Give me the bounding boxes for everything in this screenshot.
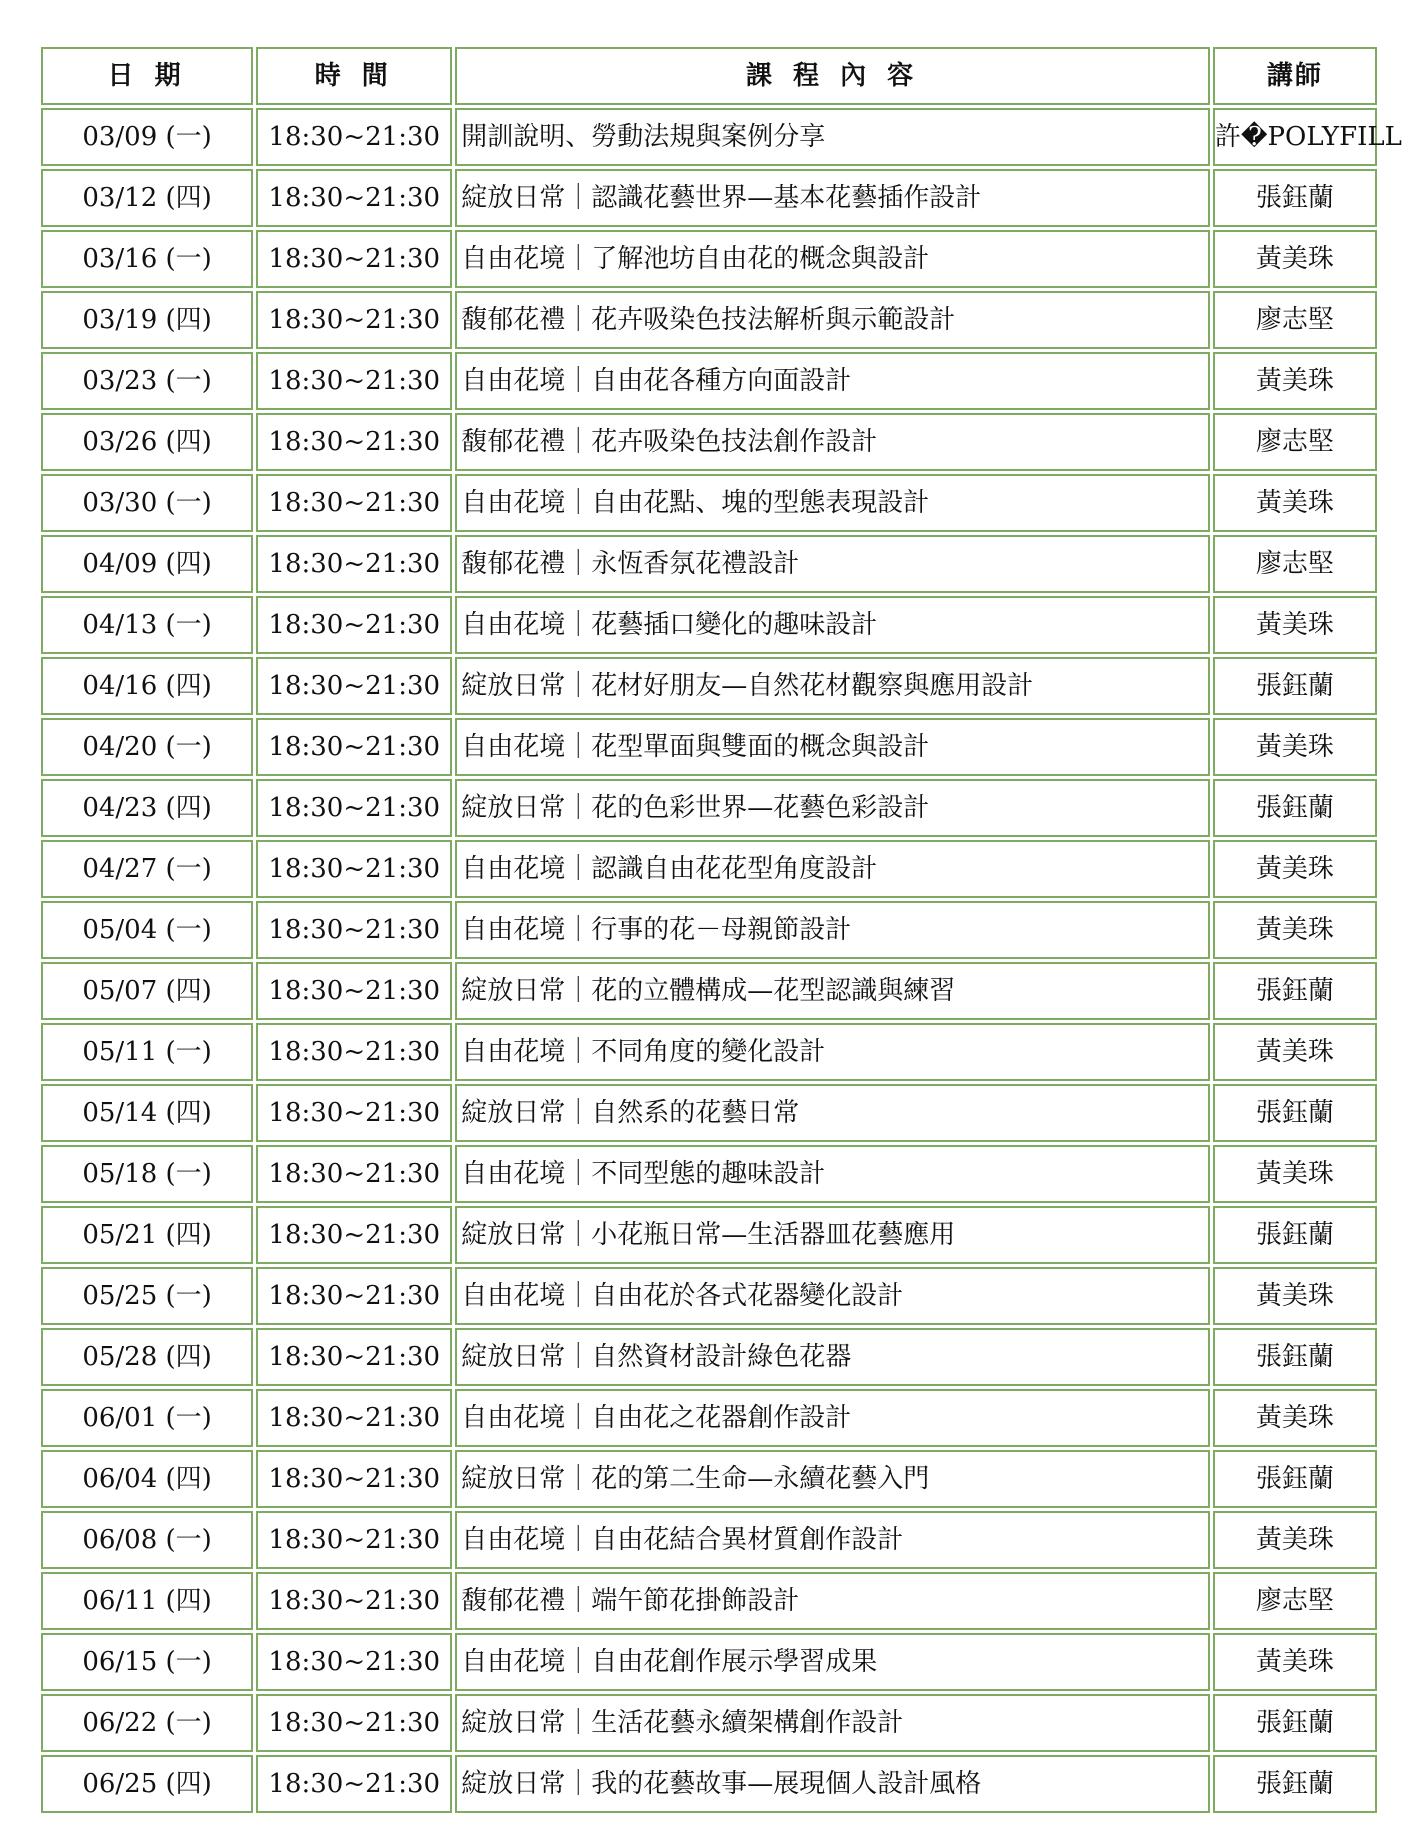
cell-date: 04/23 (四) <box>41 779 253 837</box>
cell-teacher: 黃美珠 <box>1213 1389 1377 1447</box>
cell-time: 18:30~21:30 <box>256 108 452 166</box>
header-date: 日 期 <box>41 47 253 105</box>
cell-time: 18:30~21:30 <box>256 1389 452 1447</box>
table-row <box>41 657 1377 715</box>
cell-content: 自由花境｜認識自由花花型角度設計 <box>455 840 1210 898</box>
cell-content: 綻放日常｜花的色彩世界—花藝色彩設計 <box>455 779 1210 837</box>
cell-content: 自由花境｜自由花點、塊的型態表現設計 <box>455 474 1210 532</box>
cell-teacher: 廖志堅 <box>1213 535 1377 593</box>
cell-content: 綻放日常｜小花瓶日常—生活器皿花藝應用 <box>455 1206 1210 1264</box>
cell-time: 18:30~21:30 <box>256 1145 452 1203</box>
cell-content: 綻放日常｜認識花藝世界—基本花藝插作設計 <box>455 169 1210 227</box>
cell-time: 18:30~21:30 <box>256 1084 452 1142</box>
cell-date: 03/30 (一) <box>41 474 253 532</box>
cell-date: 06/25 (四) <box>41 1755 253 1813</box>
cell-date: 06/01 (一) <box>41 1389 253 1447</box>
table-row <box>41 108 1377 166</box>
cell-content: 自由花境｜自由花於各式花器變化設計 <box>455 1267 1210 1325</box>
cell-date: 05/14 (四) <box>41 1084 253 1142</box>
cell-date: 04/09 (四) <box>41 535 253 593</box>
cell-date: 03/26 (四) <box>41 413 253 471</box>
header-row <box>41 47 1377 105</box>
table-row <box>41 291 1377 349</box>
cell-time: 18:30~21:30 <box>256 535 452 593</box>
table-row <box>41 474 1377 532</box>
table-row <box>41 1023 1377 1081</box>
table-row <box>41 1389 1377 1447</box>
cell-teacher: 黃美珠 <box>1213 352 1377 410</box>
cell-teacher: 張鈺蘭 <box>1213 1450 1377 1508</box>
cell-content: 綻放日常｜花材好朋友—自然花材觀察與應用設計 <box>455 657 1210 715</box>
cell-content: 馥郁花禮｜花卉吸染色技法解析與示範設計 <box>455 291 1210 349</box>
cell-date: 06/15 (一) <box>41 1633 253 1691</box>
cell-teacher: 黃美珠 <box>1213 840 1377 898</box>
cell-time: 18:30~21:30 <box>256 962 452 1020</box>
cell-content: 綻放日常｜花的第二生命—永續花藝入門 <box>455 1450 1210 1508</box>
table-row <box>41 1084 1377 1142</box>
cell-content: 綻放日常｜花的立體構成—花型認識與練習 <box>455 962 1210 1020</box>
table-row <box>41 1755 1377 1813</box>
table-row <box>41 1145 1377 1203</box>
table-row <box>41 1267 1377 1325</box>
cell-time: 18:30~21:30 <box>256 474 452 532</box>
table-row <box>41 1694 1377 1752</box>
table-row <box>41 596 1377 654</box>
cell-date: 06/08 (一) <box>41 1511 253 1569</box>
cell-content: 自由花境｜了解池坊自由花的概念與設計 <box>455 230 1210 288</box>
cell-teacher: 黃美珠 <box>1213 1633 1377 1691</box>
cell-date: 05/28 (四) <box>41 1328 253 1386</box>
cell-teacher: 廖志堅 <box>1213 1572 1377 1630</box>
cell-teacher: 黃美珠 <box>1213 230 1377 288</box>
cell-content: 自由花境｜自由花之花器創作設計 <box>455 1389 1210 1447</box>
cell-time: 18:30~21:30 <box>256 901 452 959</box>
cell-teacher: 張鈺蘭 <box>1213 779 1377 837</box>
table-row <box>41 1450 1377 1508</box>
cell-content: 自由花境｜不同型態的趣味設計 <box>455 1145 1210 1203</box>
cell-time: 18:30~21:30 <box>256 1511 452 1569</box>
cell-teacher: 許�POLYFILL <box>1213 108 1377 166</box>
cell-content: 自由花境｜不同角度的變化設計 <box>455 1023 1210 1081</box>
cell-time: 18:30~21:30 <box>256 1206 452 1264</box>
cell-time: 18:30~21:30 <box>256 169 452 227</box>
cell-date: 05/25 (一) <box>41 1267 253 1325</box>
cell-date: 03/12 (四) <box>41 169 253 227</box>
table-row <box>41 1572 1377 1630</box>
cell-teacher: 張鈺蘭 <box>1213 1755 1377 1813</box>
cell-date: 03/23 (一) <box>41 352 253 410</box>
table-row <box>41 413 1377 471</box>
table-row <box>41 535 1377 593</box>
cell-date: 03/16 (一) <box>41 230 253 288</box>
cell-teacher: 張鈺蘭 <box>1213 1206 1377 1264</box>
table-row <box>41 169 1377 227</box>
table-row <box>41 840 1377 898</box>
cell-teacher: 張鈺蘭 <box>1213 657 1377 715</box>
cell-teacher: 黃美珠 <box>1213 1511 1377 1569</box>
cell-date: 04/13 (一) <box>41 596 253 654</box>
header-content: 課 程 內 容 <box>455 47 1210 105</box>
cell-time: 18:30~21:30 <box>256 1023 452 1081</box>
table-row <box>41 901 1377 959</box>
header-teacher: 講師 <box>1213 47 1377 105</box>
cell-teacher: 黃美珠 <box>1213 901 1377 959</box>
table-row <box>41 779 1377 837</box>
cell-content: 綻放日常｜自然資材設計綠色花器 <box>455 1328 1210 1386</box>
cell-content: 綻放日常｜生活花藝永續架構創作設計 <box>455 1694 1210 1752</box>
cell-time: 18:30~21:30 <box>256 1572 452 1630</box>
cell-teacher: 黃美珠 <box>1213 1023 1377 1081</box>
cell-time: 18:30~21:30 <box>256 1450 452 1508</box>
cell-time: 18:30~21:30 <box>256 1633 452 1691</box>
table-row <box>41 352 1377 410</box>
cell-time: 18:30~21:30 <box>256 596 452 654</box>
cell-teacher: 張鈺蘭 <box>1213 1328 1377 1386</box>
cell-teacher: 張鈺蘭 <box>1213 1084 1377 1142</box>
cell-teacher: 廖志堅 <box>1213 413 1377 471</box>
cell-teacher: 黃美珠 <box>1213 596 1377 654</box>
cell-content: 開訓說明、勞動法規與案例分享 <box>455 108 1210 166</box>
course-schedule-table <box>38 44 1402 1816</box>
cell-teacher: 廖志堅 <box>1213 291 1377 349</box>
table-row <box>41 230 1377 288</box>
table-row <box>41 1511 1377 1569</box>
cell-teacher: 黃美珠 <box>1213 1145 1377 1203</box>
cell-time: 18:30~21:30 <box>256 718 452 776</box>
cell-date: 06/11 (四) <box>41 1572 253 1630</box>
cell-teacher: 張鈺蘭 <box>1213 1694 1377 1752</box>
cell-date: 05/21 (四) <box>41 1206 253 1264</box>
table-row <box>41 1633 1377 1691</box>
cell-date: 06/04 (四) <box>41 1450 253 1508</box>
cell-date: 05/18 (一) <box>41 1145 253 1203</box>
cell-date: 03/09 (一) <box>41 108 253 166</box>
cell-time: 18:30~21:30 <box>256 657 452 715</box>
cell-content: 馥郁花禮｜端午節花掛飾設計 <box>455 1572 1210 1630</box>
cell-teacher: 張鈺蘭 <box>1213 169 1377 227</box>
cell-date: 05/04 (一) <box>41 901 253 959</box>
cell-content: 綻放日常｜自然系的花藝日常 <box>455 1084 1210 1142</box>
header-time: 時 間 <box>256 47 452 105</box>
cell-date: 04/20 (一) <box>41 718 253 776</box>
cell-content: 自由花境｜行事的花－母親節設計 <box>455 901 1210 959</box>
cell-time: 18:30~21:30 <box>256 413 452 471</box>
cell-content: 自由花境｜自由花結合異材質創作設計 <box>455 1511 1210 1569</box>
table-row <box>41 718 1377 776</box>
table-row <box>41 1328 1377 1386</box>
cell-date: 05/07 (四) <box>41 962 253 1020</box>
cell-time: 18:30~21:30 <box>256 1755 452 1813</box>
cell-content: 馥郁花禮｜永恆香氛花禮設計 <box>455 535 1210 593</box>
cell-teacher: 黃美珠 <box>1213 474 1377 532</box>
table-body <box>41 108 1402 1813</box>
cell-content: 自由花境｜自由花各種方向面設計 <box>455 352 1210 410</box>
cell-date: 06/22 (一) <box>41 1694 253 1752</box>
cell-teacher: 張鈺蘭 <box>1213 962 1377 1020</box>
cell-time: 18:30~21:30 <box>256 230 452 288</box>
cell-content: 自由花境｜花藝插口變化的趣味設計 <box>455 596 1210 654</box>
cell-time: 18:30~21:30 <box>256 291 452 349</box>
cell-content: 綻放日常｜我的花藝故事—展現個人設計風格 <box>455 1755 1210 1813</box>
cell-time: 18:30~21:30 <box>256 1267 452 1325</box>
cell-time: 18:30~21:30 <box>256 1694 452 1752</box>
cell-time: 18:30~21:30 <box>256 779 452 837</box>
cell-time: 18:30~21:30 <box>256 1328 452 1386</box>
cell-time: 18:30~21:30 <box>256 840 452 898</box>
cell-date: 04/27 (一) <box>41 840 253 898</box>
cell-time: 18:30~21:30 <box>256 352 452 410</box>
cell-date: 05/11 (一) <box>41 1023 253 1081</box>
cell-content: 自由花境｜花型單面與雙面的概念與設計 <box>455 718 1210 776</box>
table-row <box>41 962 1377 1020</box>
cell-teacher: 黃美珠 <box>1213 1267 1377 1325</box>
cell-teacher: 黃美珠 <box>1213 718 1377 776</box>
cell-date: 03/19 (四) <box>41 291 253 349</box>
cell-date: 04/16 (四) <box>41 657 253 715</box>
cell-content: 自由花境｜自由花創作展示學習成果 <box>455 1633 1210 1691</box>
cell-content: 馥郁花禮｜花卉吸染色技法創作設計 <box>455 413 1210 471</box>
table-row <box>41 1206 1377 1264</box>
